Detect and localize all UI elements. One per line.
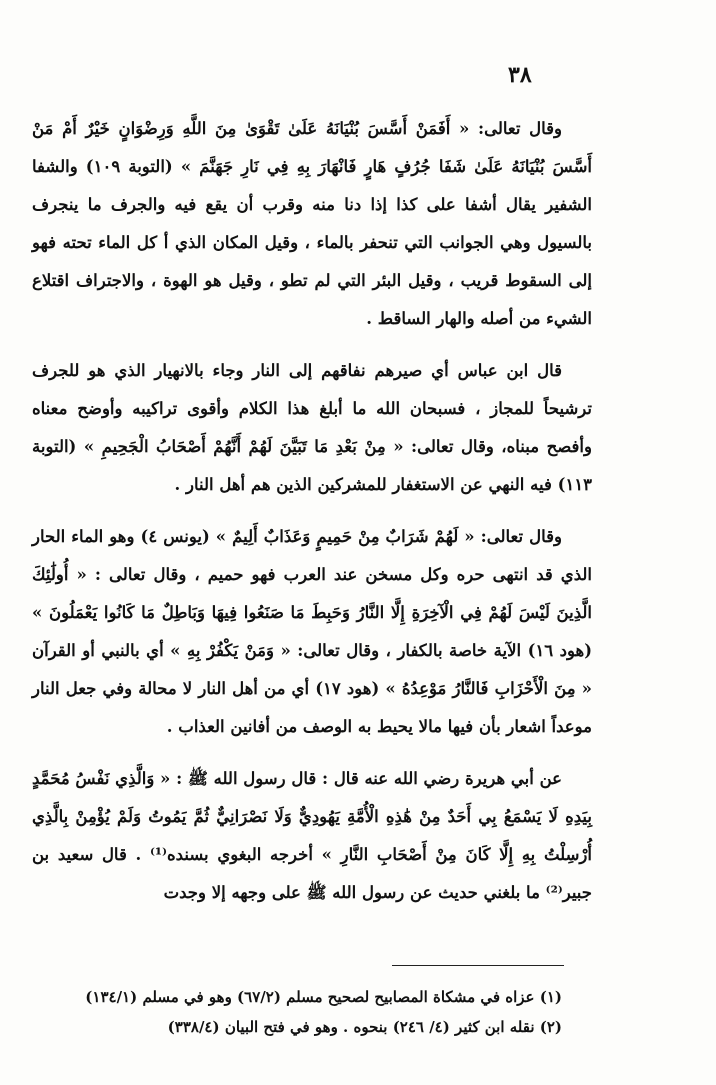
footnotes <box>32 982 562 1042</box>
page-number: ٣٨ <box>508 62 532 88</box>
paragraph: عن أبي هريرة رضي الله عنه قال : قال رسول الله ﷺ : « وَالَّذِي نَفْسُ مُحَمَّدٍ بِيَدِهِ لَا يَسْمَعُ بِي أَحَدٌ مِنْ هَٰذِهِ الْأُمَّةِ يَهُودِيٌّ وَلَا نَصْرَانِيٌّ ثُمَّ يَمُوتُ وَلَمْ يُؤْمِنْ بِالَّذِي أُرْسِلْتُ بِهِ إِلَّا كَانَ مِنْ أَصْحَابِ النَّارِ » أخرجه البغوي بسنده⁽¹⁾ . قال سعيد بن جبير⁽²⁾ ما بلغني حديث عن رسول الله ﷺ على وجهه إلا وجدت <box>32 769 592 902</box>
footnote: (٢) نقله ابن كثير (٤/ ٢٤٦) بنحوه . وهو في فتح البيان (٣٣٨/٤) <box>167 1018 562 1036</box>
paragraph: قال ابن عباس أي صيرهم نفاقهم إلى النار وجاء بالانهيار الذي هو للجرف ترشيحاً للمجاز ، فسبحان الله ما أبلغ هذا الكلام وأقوى تراكيبه وأوضح معناه وأفصح مبناه، وقال تعالى: « مِنْ بَعْدِ مَا تَبَيَّنَ لَهُمْ أَنَّهُمْ أَصْحَابُ الْجَحِيمِ » (التوبة ١١٣) فيه النهي عن الاستغفار للمشركين الذين هم أهل النار . <box>32 361 592 494</box>
main-text <box>32 110 592 926</box>
footnote-divider <box>392 965 564 966</box>
footnote: (١) عزاه في مشكاة المصابيح لصحيح مسلم (٦٧/٢) وهو في مسلم (١٣٤/١) <box>85 988 562 1006</box>
paragraph: وقال تعالى: « أَفَمَنْ أَسَّسَ بُنْيَانَهُ عَلَىٰ تَقْوَىٰ مِنَ اللَّهِ وَرِضْوَانٍ خَيْرٌ أَمْ مَنْ أَسَّسَ بُنْيَانَهُ عَلَىٰ شَفَا جُرُفٍ هَارٍ فَانْهَارَ بِهِ فِي نَارِ جَهَنَّمَ » (التوبة ١٠٩) والشفا الشفير يقال أشفا على كذا إذا دنا منه وقرب أن يقع فيه والجرف ما ينجرف بالسيول وهي الجوانب التي تنحفر بالماء ، وقيل المكان الذي أ كل الماء تحته فهو إلى السقوط قريب ، وقيل البئر التي لم تطو ، وقيل هو الهوة ، والاجتراف اقتلاع الشيء من أصله والهار الساقط . <box>32 119 592 328</box>
paragraph: وقال تعالى: « لَهُمْ شَرَابٌ مِنْ حَمِيمٍ وَعَذَابٌ أَلِيمٌ » (يونس ٤) وهو الماء الحار الذي قد انتهى حره وكل مسخن عند العرب فهو حميم ، وقال تعالى : « أُولَٰئِكَ الَّذِينَ لَيْسَ لَهُمْ فِي الْآخِرَةِ إِلَّا النَّارُ وَحَبِطَ مَا صَنَعُوا فِيهَا وَبَاطِلٌ مَا كَانُوا يَعْمَلُونَ » (هود ١٦) الآية خاصة بالكفار ، وقال تعالى: « وَمَنْ يَكْفُرْ بِهِ » أي بالنبي أو القرآن « مِنَ الْأَحْزَابِ فَالنَّارُ مَوْعِدُهُ » (هود ١٧) أي من أهل النار لا محالة وفي جعل النار موعداً اشعار بأن فيها مالا يحيط به الوصف من أفانين العذاب . <box>32 527 593 736</box>
